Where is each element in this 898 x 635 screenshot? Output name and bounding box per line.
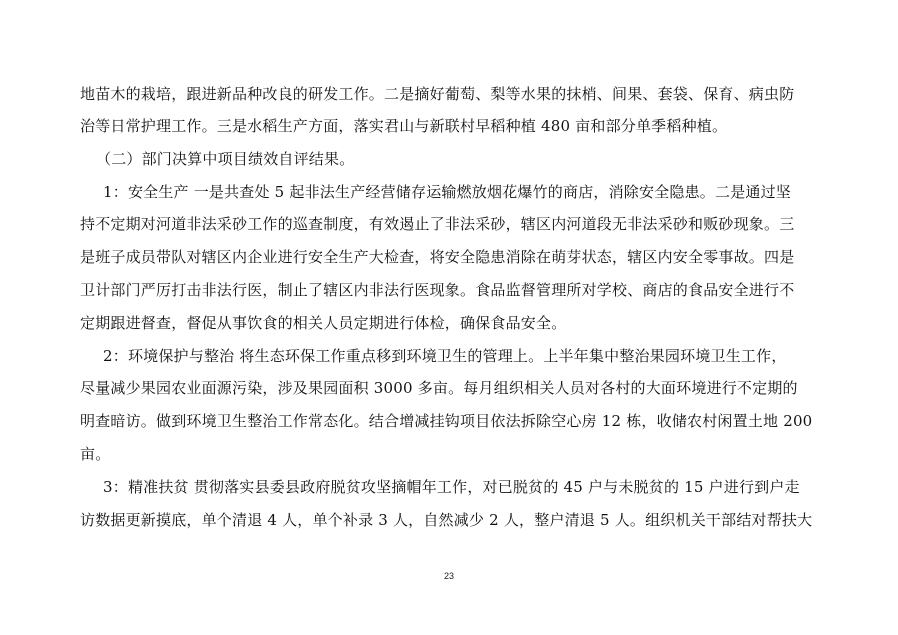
body-text-line-5: 持不定期对河道非法采砂工作的巡查制度，有效遏止了非法采砂，辖区内河道段无非法采砂和贩砂现象。三: [80, 215, 795, 233]
page-number: 23: [443, 571, 454, 581]
body-text-line-6: 是班子成员带队对辖区内企业进行安全生产大检查，将安全隐患消除在萌芽状态，辖区内安全零事故。四是: [80, 248, 795, 266]
body-text-line-7: 卫计部门严厉打击非法行医，制止了辖区内非法行医现象。食品监督管理所对学校、商店的食品安全进行不: [80, 281, 795, 299]
body-text-line-13: 3：精准扶贫 贯彻落实县委县政府脱贫攻坚摘帽年工作，对已脱贫的 45 户与未脱贫的 15 户进行到户走: [103, 478, 800, 496]
body-text-line-12: 亩。: [80, 445, 111, 463]
body-text-line-14: 访数据更新摸底，单个清退 4 人，单个补录 3 人，自然减少 2 人，整户清退 5 人。组织机关干部结对帮扶大: [80, 511, 813, 529]
body-text-line-10: 尽量减少果园农业面源污染，涉及果园面积 3000 多亩。每月组织相关人员对各村的大面环境进行不定期的: [80, 379, 798, 397]
body-text-line-4: 1：安全生产 一是共查处 5 起非法生产经营储存运输燃放烟花爆竹的商店，消除安全隐患。二是通过坚: [103, 183, 791, 201]
body-text-line-11: 明查暗访。做到环境卫生整治工作常态化。结合增减挂钩项目依法拆除空心房 12 栋，收储农村闲置土地 200: [80, 412, 813, 430]
body-text-line-2: 治等日常护理工作。三是水稻生产方面，落实君山与新联村早稻种植 480 亩和部分单季稻种植。: [80, 117, 728, 135]
body-text-line-1: 地苗木的栽培，跟进新品种改良的研发工作。二是摘好葡萄、梨等水果的抹梢、间果、套袋、保育、病虫防: [80, 85, 795, 103]
section-heading: （二）部门决算中项目绩效自评结果。: [96, 150, 355, 168]
body-text-line-8: 定期跟进督查，督促从事饮食的相关人员定期进行体检，确保食品安全。: [80, 314, 567, 332]
body-text-line-9: 2：环境保护与整治 将生态环保工作重点移到环境卫生的管理上。上半年集中整治果园环境卫生工作，: [103, 347, 787, 365]
